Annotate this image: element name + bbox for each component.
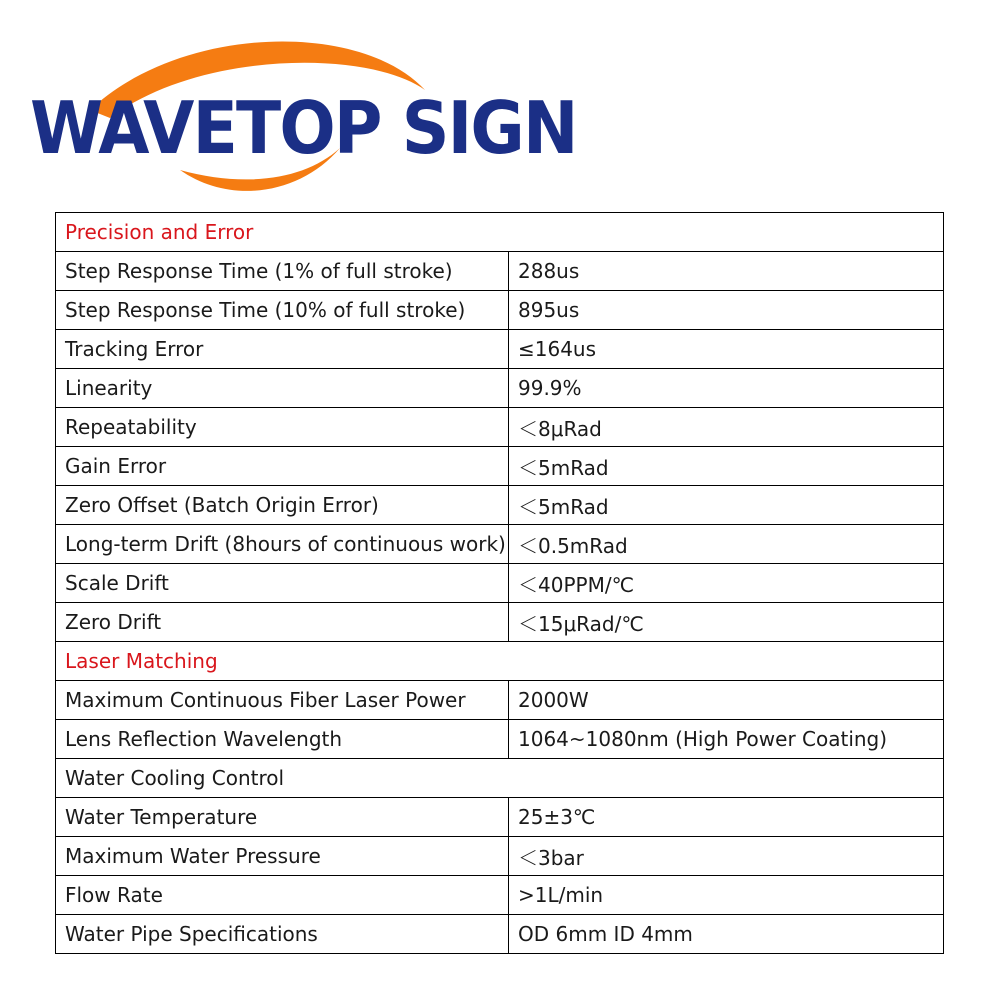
brand-logo [30,30,577,195]
section-header-row [56,642,944,681]
spec-value: ＜5mRad [509,447,944,486]
section-header-row [56,213,944,252]
spec-value: ≤164us [509,330,944,369]
table-row [56,564,944,603]
table-row [56,408,944,447]
spec-label: Step Response Time (10% of full stroke) [56,291,509,330]
specification-table [55,212,944,954]
spec-value: 895us [509,291,944,330]
section-header-row [56,759,944,798]
table-row [56,720,944,759]
spec-value: ＜8μRad [509,408,944,447]
table-row [56,798,944,837]
spec-label: Water Temperature [56,798,509,837]
spec-value: 2000W [509,681,944,720]
spec-label: Gain Error [56,447,509,486]
spec-label: Step Response Time (1% of full stroke) [56,252,509,291]
spec-label: Maximum Continuous Fiber Laser Power [56,681,509,720]
spec-label: Tracking Error [56,330,509,369]
table-row [56,837,944,876]
table-row [56,681,944,720]
table-row [56,291,944,330]
spec-value: ＜40PPM/℃ [509,564,944,603]
section-title: Precision and Error [56,213,944,252]
table-row [56,369,944,408]
table-row [56,876,944,915]
spec-label: Water Pipe Specifications [56,915,509,954]
spec-value: >1L/min [509,876,944,915]
table-row [56,447,944,486]
logo-text: WAVETOP SIGN [30,86,577,170]
table-row [56,330,944,369]
spec-value: 99.9% [509,369,944,408]
spec-value: ＜15μRad/℃ [509,603,944,642]
spec-label: Linearity [56,369,509,408]
spec-label: Flow Rate [56,876,509,915]
spec-value: 288us [509,252,944,291]
table-row [56,525,944,564]
table-row [56,915,944,954]
table-row [56,603,944,642]
spec-label: Lens Reflection Wavelength [56,720,509,759]
spec-label: Repeatability [56,408,509,447]
spec-label: Scale Drift [56,564,509,603]
spec-value: 25±3℃ [509,798,944,837]
spec-value: 1064~1080nm (High Power Coating) [509,720,944,759]
spec-label: Maximum Water Pressure [56,837,509,876]
spec-value: ＜5mRad [509,486,944,525]
spec-label: Long-term Drift (8hours of continuous work) [56,525,509,564]
section-title: Laser Matching [56,642,944,681]
spec-value: OD 6mm ID 4mm [509,915,944,954]
table-row [56,486,944,525]
section-title: Water Cooling Control [56,759,944,798]
spec-value: ＜0.5mRad [509,525,944,564]
spec-label: Zero Drift [56,603,509,642]
table-row [56,252,944,291]
spec-value: ＜3bar [509,837,944,876]
spec-label: Zero Offset (Batch Origin Error) [56,486,509,525]
